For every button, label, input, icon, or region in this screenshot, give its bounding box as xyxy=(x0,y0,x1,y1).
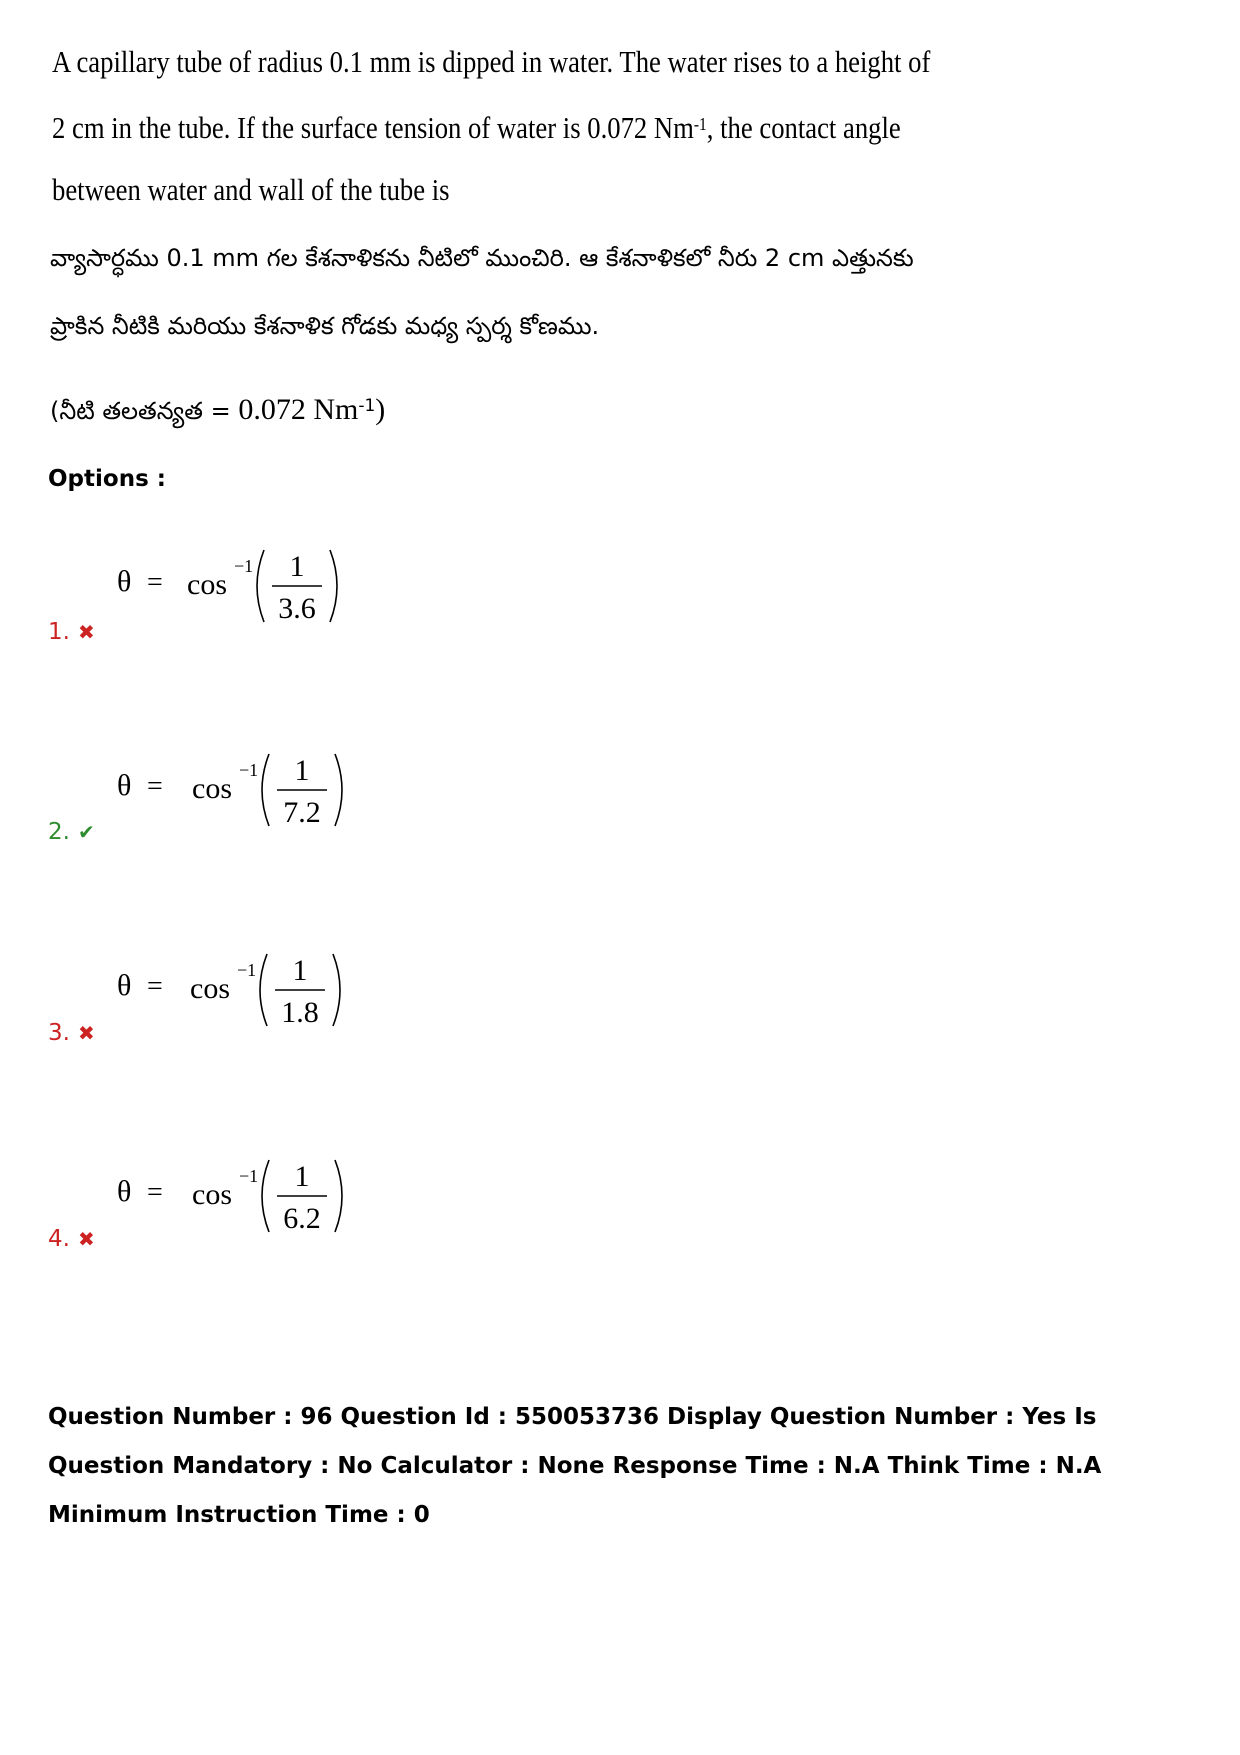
option-number: 3. xyxy=(48,1020,70,1046)
option-number: 4. xyxy=(48,1226,70,1252)
numerator: 1 xyxy=(294,1160,310,1193)
denominator: 7.2 xyxy=(283,796,321,829)
option-2-formula xyxy=(112,740,372,840)
telugu-text-line-3b: 0.072 Nm xyxy=(238,393,359,426)
left-paren xyxy=(262,754,269,826)
cross-icon: ✖ xyxy=(77,1227,95,1251)
telugu-text-line-1: వ్యాసార్ధము 0.1 mm గల కేశనాళికను నీటిలో ముంచిరి. ఆ కేశనాళికలో నీరు 2 cm ఎత్తునకు xyxy=(50,244,914,272)
cos-function: cos xyxy=(192,1178,232,1211)
option-number: 1. xyxy=(48,619,70,645)
option-4-formula xyxy=(112,1146,372,1246)
numerator: 1 xyxy=(289,550,305,583)
question-text-line-2b: , the contact angle xyxy=(706,110,901,145)
cross-icon: ✖ xyxy=(77,620,95,644)
denominator: 1.8 xyxy=(281,996,319,1029)
question-text-line-2 xyxy=(52,108,901,148)
numerator: 1 xyxy=(292,954,308,987)
equals-sign: = xyxy=(147,567,163,598)
superscript: -1 xyxy=(693,114,707,134)
cos-function: cos xyxy=(190,972,230,1005)
telugu-text-line-3a: (నీటి తలతన్యత = xyxy=(50,397,239,425)
equals-sign: = xyxy=(147,1177,163,1208)
telugu-text-line-3c: ) xyxy=(375,393,386,426)
telugu-text-line-3 xyxy=(50,390,385,431)
option-2-marker xyxy=(48,819,95,845)
right-paren xyxy=(333,954,340,1026)
option-1-formula xyxy=(112,536,372,636)
right-paren xyxy=(335,754,342,826)
denominator: 6.2 xyxy=(283,1202,321,1235)
equals-sign: = xyxy=(147,971,163,1002)
right-paren xyxy=(335,1160,342,1232)
cos-function: cos xyxy=(187,568,227,601)
option-3-formula xyxy=(112,940,372,1040)
right-paren xyxy=(330,550,337,622)
left-paren xyxy=(260,954,267,1026)
exponent: −1 xyxy=(239,760,259,780)
question-text-line-3: between water and wall of the tube is xyxy=(52,172,450,207)
option-number: 2. xyxy=(48,819,70,845)
theta-symbol: θ xyxy=(117,769,132,802)
exponent: −1 xyxy=(239,1166,259,1186)
question-text-line-1: A capillary tube of radius 0.1 mm is dipped in water. The water rises to a height of xyxy=(52,44,931,79)
question-metadata: Question Number : 96 Question Id : 550053736 Display Question Number : Yes Is Question Mandatory : No Calculator : None Response Time : N.A Think Time : N.A Minimum Instruction Time : 0 xyxy=(48,1404,1102,1528)
option-1-marker xyxy=(48,619,95,645)
cos-function: cos xyxy=(192,772,232,805)
theta-symbol: θ xyxy=(117,565,132,598)
denominator: 3.6 xyxy=(278,592,316,625)
cross-icon: ✖ xyxy=(77,1021,95,1045)
equals-sign: = xyxy=(147,771,163,802)
exponent: −1 xyxy=(234,556,254,576)
telugu-text-line-2: ప్రాకిన నీటికి మరియు కేశనాళిక గోడకు మధ్య స్పర్శ కోణము. xyxy=(50,312,600,340)
exponent: −1 xyxy=(237,960,257,980)
option-4-marker xyxy=(48,1226,95,1252)
left-paren xyxy=(257,550,264,622)
left-paren xyxy=(262,1160,269,1232)
theta-symbol: θ xyxy=(117,969,132,1002)
superscript: -1 xyxy=(358,396,376,416)
numerator: 1 xyxy=(294,754,310,787)
question-text-line-2a: 2 cm in the tube. If the surface tension of water is 0.072 Nm xyxy=(52,110,694,145)
options-heading: Options : xyxy=(48,466,166,492)
option-3-marker xyxy=(48,1020,95,1046)
theta-symbol: θ xyxy=(117,1175,132,1208)
check-icon: ✔ xyxy=(77,820,95,844)
